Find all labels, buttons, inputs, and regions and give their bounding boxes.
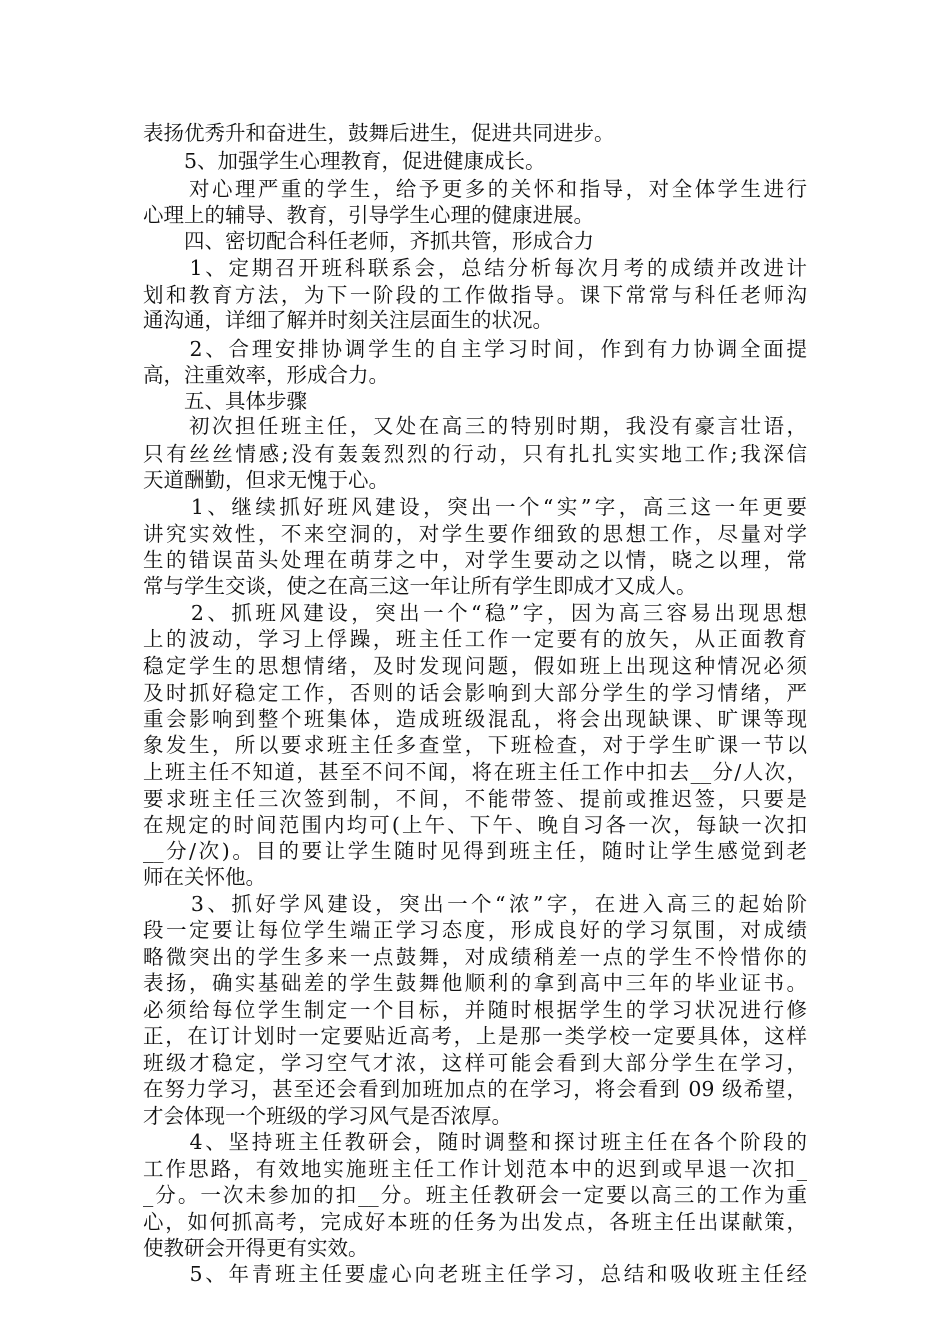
text-line: 在规定的时间范围内均可(上午、下午、晚自习各一次，每缺一次扣 — [143, 813, 807, 837]
section-heading: 四、密切配合科任老师，齐抓共管，形成合力 — [143, 229, 594, 253]
text-line: 班级才稳定，学习空气才浓，这样可能会看到大部分学生在学习， — [143, 1051, 807, 1075]
text-line: 通沟通，详细了解并时刻关注层面生的状况。 — [143, 308, 553, 332]
text-line: 师在关怀他。 — [143, 865, 266, 889]
text-line: 只有丝丝情感;没有轰轰烈烈的行动，只有扎扎实实地工作;我深信 — [143, 442, 807, 466]
text-line: 初次担任班主任，又处在高三的特别时期，我没有豪言壮语， — [143, 414, 807, 438]
text-line: 3、抓好学风建设，突出一个“浓”字，在进入高三的起始阶 — [143, 892, 807, 916]
text-line: 讲究实效性，不来空洞的，对学生要作细致的思想工作，尽量对学 — [143, 522, 807, 546]
text-line: 生的错误苗头处理在萌芽之中，对学生要动之以情，晓之以理，常 — [143, 548, 807, 572]
text-line: _分。一次未参加的扣__分。班主任教研会一定要以高三的工作为重 — [143, 1183, 807, 1207]
text-line: 划和教育方法，为下一阶段的工作做指导。课下常常与科任老师沟 — [143, 283, 807, 307]
text-line: 正，在订计划时一定要贴近高考，上是那一类学校一定要具体，这样 — [143, 1024, 807, 1048]
text-line: 4、坚持班主任教研会，随时调整和探讨班主任在各个阶段的 — [143, 1130, 807, 1154]
text-line: 工作思路，有效地实施班主任工作计划范本中的迟到或早退一次扣_ — [143, 1157, 807, 1181]
text-line: 上班主任不知道，甚至不问不闻，将在班主任工作中扣去__分/人次， — [143, 760, 807, 784]
text-line: 象发生，所以要求班主任多查堂，下班检查，对于学生旷课一节以 — [143, 733, 807, 757]
text-line: 对心理严重的学生，给予更多的关怀和指导，对全体学生进行 — [143, 177, 807, 201]
text-line: 稳定学生的思想情绪，及时发现问题，假如班上出现这种情况必须 — [143, 654, 807, 678]
text-line: 常与学生交谈，使之在高三这一年让所有学生即成才又成人。 — [143, 574, 697, 598]
text-line: 在努力学习，甚至还会看到加班加点的在学习，将会看到 09 级希望， — [143, 1077, 807, 1101]
text-line: 必须给每位学生制定一个目标，并随时根据学生的学习状况进行修 — [143, 998, 807, 1022]
text-line: 上的波动，学习上俘躁，班主任工作一定要有的放矢，从正面教育 — [143, 627, 807, 651]
text-line: 才会体现一个班级的学习风气是否浓厚。 — [143, 1104, 512, 1128]
text-line: 5、年青班主任要虚心向老班主任学习，总结和吸收班主任经 — [143, 1262, 807, 1286]
text-line: 重会影响到整个班集体，造成班级混乱，将会出现缺课、旷课等现 — [143, 707, 807, 731]
section-heading: 五、具体步骤 — [143, 389, 307, 413]
text-line: 段一定要让每位学生端正学习态度，形成良好的学习氛围，对成绩 — [143, 918, 807, 942]
text-line: 1、定期召开班科联系会，总结分析每次月考的成绩并改进计 — [143, 256, 807, 280]
text-line: __分/次)。目的要让学生随时见得到班主任，随时让学生感觉到老 — [143, 839, 807, 863]
text-line: 略微突出的学生多来一点鼓舞，对成绩稍差一点的学生不怜惜你的 — [143, 945, 807, 969]
text-line: 心理上的辅导、教育，引导学生心理的健康进展。 — [143, 203, 594, 227]
text-line: 天道酬勤，但求无愧于心。 — [143, 468, 389, 492]
text-line: 要求班主任三次签到制，不间，不能带签、提前或推迟签，只要是 — [143, 787, 807, 811]
text-line: 5、加强学生心理教育，促进健康成长。 — [143, 149, 546, 173]
text-line: 2、抓班风建设，突出一个“稳”字，因为高三容易出现思想 — [143, 601, 807, 625]
text-line: 表扬优秀升和奋进生，鼓舞后进生，促进共同进步。 — [143, 121, 615, 145]
text-line: 1、继续抓好班风建设，突出一个“实”字，高三这一年更要 — [143, 495, 807, 519]
text-line: 心，如何抓高考，完成好本班的任务为出发点，各班主任出谋献策， — [143, 1210, 807, 1234]
text-line: 表扬，确实基础差的学生鼓舞他顺利的拿到高中三年的毕业证书。 — [143, 971, 807, 995]
text-line: 及时抓好稳定工作，否则的话会影响到大部分学生的学习情绪，严 — [143, 681, 807, 705]
text-line: 使教研会开得更有实效。 — [143, 1236, 369, 1260]
text-line: 高，注重效率，形成合力。 — [143, 363, 389, 387]
text-line: 2、合理安排协调学生的自主学习时间，作到有力协调全面提 — [143, 337, 807, 361]
